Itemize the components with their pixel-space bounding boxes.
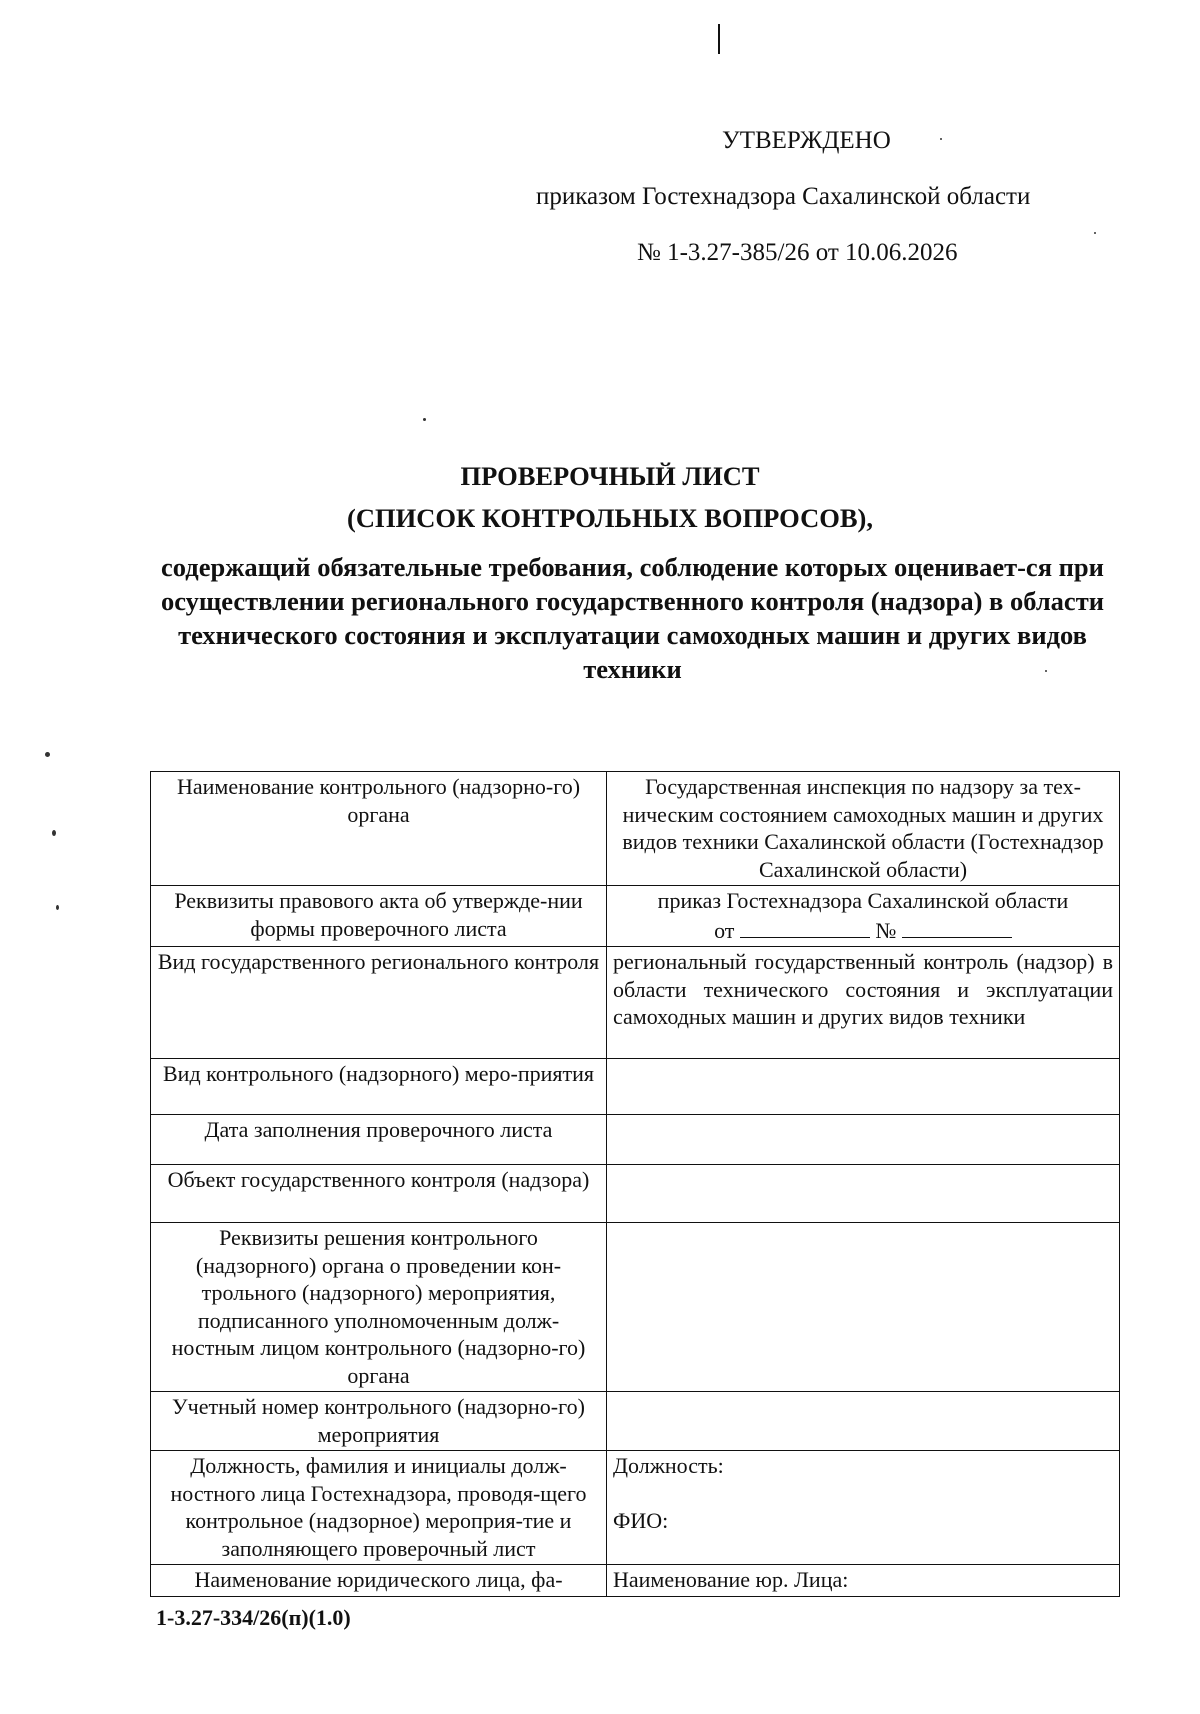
row-value [607,1059,1120,1115]
approval-order-line: приказом Гостехнадзора Сахалинской области [536,183,1031,210]
scan-speck [45,752,50,757]
document-subtitle: содержащий обязательные требования, соблюдение которых оценивает-ся при осуществлении регионального государственного контроля (надзора) в области технического состояния и эксплуатации самоходных машин и других видов техники [161,552,1104,684]
row-value: Наименование юр. Лица: [607,1565,1120,1597]
row-label: Дата заполнения проверочного листа [151,1115,607,1165]
row-label: Должность, фамилия и инициалы долж-ностного лица Гостехнадзора, проводя-щего контрольное (надзорное) мероприя-тие и заполняющего проверочный лист [151,1451,607,1565]
table-row [151,1565,1120,1597]
row-value [607,1451,1120,1565]
document-title: ПРОВЕРОЧНЫЙ ЛИСТ [460,461,760,491]
scan-speck [1045,670,1047,672]
scan-speck [1094,232,1096,234]
row-label: Наименование юридического лица, фа- [151,1565,607,1597]
table-row [151,1392,1120,1451]
official-fio-label: ФИО: [613,1507,669,1533]
spacer [613,1480,1113,1507]
approval-order-number: № 1-3.27-385/26 от 10.06.2026 [637,239,958,266]
document-footer-code: 1-3.27-334/26(п)(1.0) [156,1605,351,1630]
table-row [151,1165,1120,1223]
table-row [151,886,1120,947]
row-label: Реквизиты решения контрольного (надзорного) органа о проведении кон-трольного (надзорного) мероприятия, подписанного уполномоченным долж-ностным лицом контрольного (надзорно-го) органа [151,1223,607,1392]
number-prefix: № [875,917,897,943]
row-label: Учетный номер контрольного (надзорно-го) мероприятия [151,1392,607,1451]
row-value [607,1392,1120,1451]
scan-speck [52,830,56,836]
table-row [151,1223,1120,1392]
row-label: Наименование контрольного (надзорно-го) органа [151,772,607,886]
approval-title: УТВЕРЖДЕНО [722,127,891,154]
checklist-form-table [150,771,1120,1597]
row-label: Вид государственного регионального контроля [151,947,607,1059]
date-blank-line [740,915,870,938]
table-row [151,772,1120,886]
row-value: региональный государственный контроль (надзор) в области технического состояния и эксплуатации самоходных машин и других видов техники [607,947,1120,1059]
table-row [151,1059,1120,1115]
row-label: Объект государственного контроля (надзора) [151,1165,607,1223]
row-label: Реквизиты правового акта об утвержде-нии формы проверочного листа [151,886,607,947]
row-value [607,1165,1120,1223]
row-value: Государственная инспекция по надзору за тех-ническим состоянием самоходных машин и других видов техники Сахалинской области (Гостехнадзор Сахалинской области) [607,772,1120,886]
legal-act-fields [613,915,1113,945]
number-blank-line [902,915,1012,938]
table-row [151,1451,1120,1565]
table-row [151,947,1120,1059]
row-label: Вид контрольного (надзорного) меро-приятия [151,1059,607,1115]
scan-artifact-mark [718,24,720,54]
scan-speck [940,138,942,140]
row-value [607,1223,1120,1392]
scan-speck [56,905,59,910]
row-value [607,1115,1120,1165]
table-row [151,1115,1120,1165]
scan-speck [423,418,426,421]
date-prefix: от [714,917,735,943]
row-value [607,886,1120,947]
legal-act-order-text: приказ Гостехнадзора Сахалинской области [657,888,1069,913]
document-heading [130,455,1090,539]
document-title-sub: (СПИСОК КОНТРОЛЬНЫХ ВОПРОСОВ), [347,503,873,533]
official-position-label: Должность: [613,1453,724,1478]
